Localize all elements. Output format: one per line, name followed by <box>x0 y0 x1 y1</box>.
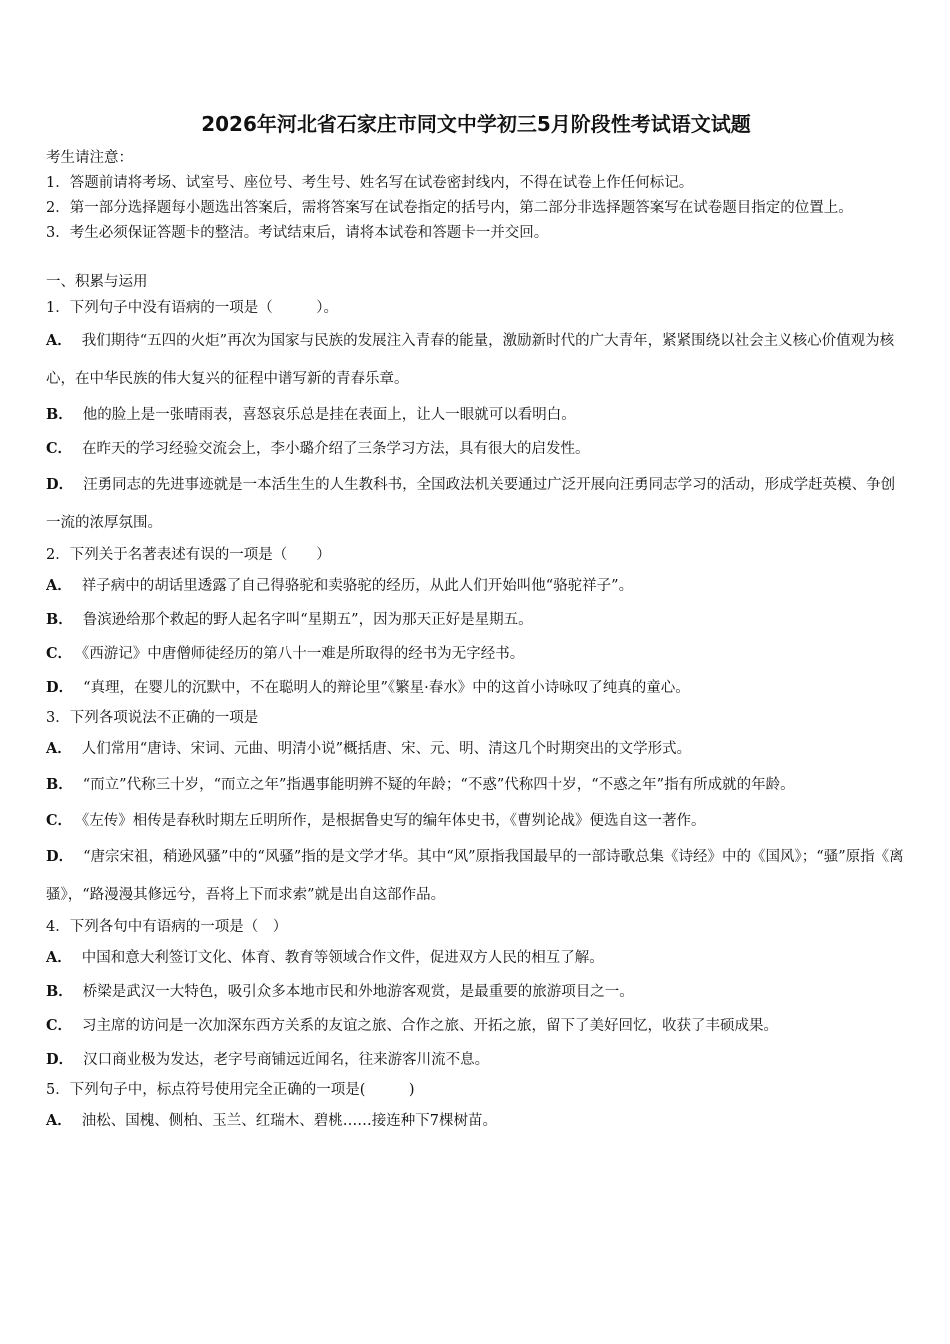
question-5 <box>46 1077 906 1138</box>
option-d <box>46 1043 906 1077</box>
option-letter: D． <box>46 1051 74 1068</box>
option-text: 祥子病中的胡话里透露了自己得骆驼和卖骆驼的经历，从此人们开始叫他“骆驼祥子”。 <box>81 578 634 594</box>
option-d <box>46 671 906 705</box>
option-letter: A． <box>46 740 72 757</box>
option-letter: D． <box>46 679 74 696</box>
question-stem: 5．下列句子中，标点符号使用完全正确的一项是( ) <box>46 1082 415 1098</box>
option-c <box>46 1009 906 1043</box>
question-stem: 1．下列句子中没有语病的一项是（ ）。 <box>46 300 338 316</box>
option-text: 鲁滨逊给那个救起的野人起名字叫“星期五”，因为那天正好是星期五。 <box>82 612 533 628</box>
option-b <box>46 975 906 1009</box>
option-c <box>46 804 906 838</box>
option-letter: C． <box>46 1017 73 1034</box>
option-c <box>46 637 906 671</box>
notice-item: 2．第一部分选择题每小题选出答案后，需将答案写在试卷指定的括号内，第二部分非选择题答案写在试卷题目指定的位置上。 <box>46 200 853 216</box>
option-text: 人们常用“唐诗、宋词、元曲、明清小说”概括唐、宋、元、明、清这几个时期突出的文学形式。 <box>81 741 692 757</box>
option-letter: A． <box>46 1112 72 1129</box>
option-a <box>46 1104 906 1138</box>
option-letter: A． <box>46 577 72 594</box>
option-a <box>46 732 906 766</box>
question-2 <box>46 542 906 705</box>
option-text: 《西游记》中唐僧师徒经历的第八十一难是所取得的经书为无字经书。 <box>82 646 525 662</box>
question-4 <box>46 914 906 1077</box>
notice-item: 1．答题前请将考场、试室号、座位号、考生号、姓名写在试卷密封线内，不得在试卷上作任何标记。 <box>46 175 694 191</box>
option-letter: C． <box>46 440 73 457</box>
option-text: 汉口商业极为发达，老字号商铺远近闻名，往来游客川流不息。 <box>83 1052 490 1068</box>
question-1 <box>46 295 906 542</box>
option-letter: C． <box>46 645 73 662</box>
option-text: “唐宗宋祖，稍逊风骚”中的“风骚”指的是文学才华。其中“风”原指我国最早的一部诗歌总集《诗经》中的《国风》；“骚”原指《离骚》，“路漫漫其修远兮，吾将上下而求索”就是出自这部作品。 <box>46 849 904 903</box>
option-letter: A． <box>46 949 72 966</box>
question-stem: 2．下列关于名著表述有误的一项是（ ） <box>46 547 331 563</box>
option-text: 汪勇同志的先进事迹就是一本活生生的人生教科书，全国政法机关要通过广泛开展向汪勇同志学习的活动，形成学赶英模、争创一流的浓厚氛围。 <box>46 477 896 531</box>
option-b <box>46 603 906 637</box>
option-letter: A． <box>46 332 72 349</box>
question-3 <box>46 705 906 914</box>
option-letter: D． <box>46 848 74 865</box>
notice-heading: 考生请注意： <box>46 150 133 166</box>
page-title: 2026年河北省石家庄市同文中学初三5月阶段性考试语文试题 <box>201 112 751 136</box>
option-text: 桥梁是武汉一大特色，吸引众多本地市民和外地游客观赏，是最重要的旅游项目之一。 <box>82 984 634 1000</box>
notice-block <box>46 146 906 246</box>
option-letter: B． <box>46 611 73 628</box>
option-letter: B． <box>46 776 73 793</box>
section-heading: 一、积累与运用 <box>46 274 148 290</box>
option-letter: D． <box>46 476 74 493</box>
option-letter: B． <box>46 406 73 423</box>
option-text: “真理，在婴儿的沉默中，不在聪明人的辩论里”《繁星·春水》中的这首小诗咏叹了纯真的童心。 <box>83 680 690 696</box>
option-text: 油松、国槐、侧柏、玉兰、红瑞木、碧桃……接连种下7棵树苗。 <box>81 1113 497 1129</box>
option-a <box>46 941 906 975</box>
question-stem: 3．下列各项说法不正确的一项是 <box>46 710 259 726</box>
option-text: 我们期待“五四的火炬”再次为国家与民族的发展注入青春的能量，激励新时代的广大青年，紧紧围绕以社会主义核心价值观为核心，在中华民族的伟大复兴的征程中谱写新的青春乐章。 <box>46 333 895 387</box>
question-stem: 4．下列各句中有语病的一项是（ ） <box>46 919 288 935</box>
option-text: 他的脸上是一张晴雨表，喜怒哀乐总是挂在表面上，让人一眼就可以看明白。 <box>82 407 576 423</box>
option-a <box>46 322 906 398</box>
option-a <box>46 569 906 603</box>
option-text: 习主席的访问是一次加深东西方关系的友谊之旅、合作之旅、开拓之旅，留下了美好回忆，收获了丰硕成果。 <box>82 1018 779 1034</box>
option-d <box>46 838 906 914</box>
option-text: 在昨天的学习经验交流会上，李小璐介绍了三条学习方法，具有很大的启发性。 <box>82 441 590 457</box>
option-b <box>46 398 906 432</box>
option-text: 《左传》相传是春秋时期左丘明所作，是根据鲁史写的编年体史书，《曹刿论战》便选自这一著作。 <box>82 813 706 829</box>
option-c <box>46 432 906 466</box>
option-b <box>46 766 906 804</box>
option-letter: B． <box>46 983 73 1000</box>
option-text: 中国和意大利签订文化、体育、教育等领域合作文件，促进双方人民的相互了解。 <box>81 950 604 966</box>
exam-page <box>46 108 906 1138</box>
option-letter: C． <box>46 812 73 829</box>
notice-item: 3．考生必须保证答题卡的整洁。考试结束后，请将本试卷和答题卡一并交回。 <box>46 225 549 241</box>
option-text: “而立”代称三十岁，“而立之年”指遇事能明辨不疑的年龄；“不惑”代称四十岁，“不惑之年”指有所成就的年龄。 <box>82 777 795 793</box>
option-d <box>46 466 906 542</box>
